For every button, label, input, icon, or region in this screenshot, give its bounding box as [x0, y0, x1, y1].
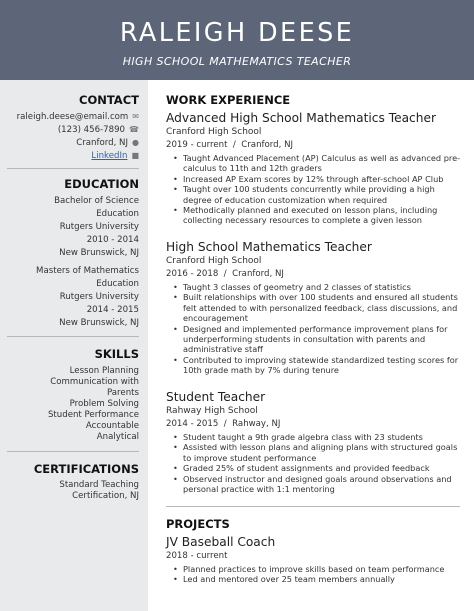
contact-divider [7, 168, 139, 169]
education-divider [7, 336, 139, 337]
candidate-title: HIGH SCHOOL MATHEMATICS TEACHER [122, 55, 352, 68]
sidebar [0, 80, 148, 611]
contact-heading: CONTACT [79, 93, 139, 107]
edu1-years: 2010 - 2014 [86, 235, 139, 245]
email-text[interactable]: raleigh.deese@email.com [16, 112, 129, 122]
job-dates: 2014 - 2015 [166, 419, 219, 429]
job-company: Rahway High School [166, 406, 258, 416]
project-title: JV Baseball Coach [166, 535, 276, 549]
edu1-degree-line1: Bachelor of Science [54, 196, 139, 206]
skills-heading: SKILLS [94, 347, 139, 361]
certifications-heading: CERTIFICATIONS [33, 462, 139, 476]
job-bullets [173, 432, 465, 494]
contact-phone [58, 124, 139, 136]
bullet-item: • Graded 25% of student assignments and provided feedback [173, 463, 465, 473]
job-company: Cranford High School [166, 256, 262, 266]
separator: / [221, 269, 230, 279]
certification-line: Certification, NJ [72, 491, 139, 501]
map-pin-icon: ● [132, 138, 139, 147]
job-meta [166, 269, 284, 279]
edu1-degree-line2: Education [96, 209, 139, 219]
edu2-years: 2014 - 2015 [86, 305, 139, 315]
contact-location [76, 137, 139, 149]
envelope-icon: ✉ [132, 112, 139, 121]
bullet-item: • Methodically planned and executed on lesson plans, including collecting necessary resources to complete a given lesson [173, 205, 465, 226]
skill-line: Accountable [85, 421, 139, 431]
education-heading: EDUCATION [64, 177, 139, 191]
job-title: Student Teacher [166, 390, 266, 404]
project-dates: 2018 - current [166, 551, 228, 561]
bullet-item: • Built relationships with over 100 students and ensured all students felt attended to with personalized feedback, class discussions, and encouragement [173, 292, 465, 323]
job-bullets [173, 282, 465, 376]
work-experience-heading: WORK EXPERIENCE [166, 93, 291, 107]
edu1-location: New Brunswick, NJ [59, 248, 139, 258]
edu1-school: Rutgers University [59, 222, 139, 232]
phone-text: (123) 456-7890 [57, 125, 126, 135]
job-title: High School Mathematics Teacher [166, 240, 372, 254]
separator: / [221, 419, 230, 429]
job-title: Advanced High School Mathematics Teacher [166, 111, 436, 125]
bullet-item: • Contributed to improving statewide standardized testing scores for 10th grade math by 7% during tenure [173, 355, 465, 376]
bullet-item: • Increased AP Exam scores by 12% through after-school AP Club [173, 174, 465, 184]
bullet-item: • Planned practices to improve skills based on team performance [173, 564, 465, 574]
job-dates: 2019 - current [166, 140, 228, 150]
job-location: Rahway, NJ [232, 419, 281, 429]
skill-line: Analytical [96, 432, 139, 442]
skill-line: Lesson Planning [69, 366, 139, 376]
bullet-item: • Student taught a 9th grade algebra class with 23 students [173, 432, 465, 442]
projects-heading: PROJECTS [166, 517, 230, 531]
projects-divider [166, 506, 460, 507]
edu2-degree-line1: Masters of Mathematics [36, 266, 139, 276]
job-company: Cranford High School [166, 127, 262, 137]
edu2-school: Rutgers University [59, 292, 139, 302]
job-bullets [173, 153, 465, 226]
bullet-item: • Taught over 100 students concurrently while providing a high degree of education customization when required [173, 184, 465, 205]
job-meta [166, 140, 293, 150]
skill-line: Parents [107, 388, 139, 398]
linkedin-link[interactable]: LinkedIn [91, 151, 128, 161]
skill-line: Student Performance [47, 410, 139, 420]
bullet-item: • Designed and implemented performance improvement plans for underperforming students in consultation with parents and administrative staff [173, 324, 465, 355]
location-text: Cranford, NJ [76, 138, 129, 148]
bullet-item: • Taught 3 classes of geometry and 2 classes of statistics [173, 282, 465, 292]
skill-line: Communication with [50, 377, 139, 387]
bullet-item: • Led and mentored over 25 team members annually [173, 574, 465, 584]
edu2-degree-line2: Education [96, 279, 139, 289]
job-meta [166, 419, 280, 429]
candidate-name: RALEIGH DEESE [119, 18, 355, 48]
resume-header [0, 0, 474, 80]
project-bullets [173, 564, 465, 585]
skills-divider [7, 451, 139, 452]
linkedin-icon: ■ [131, 151, 139, 160]
bullet-item: • Assisted with lesson plans and aligning plans with structured goals to improve student performance [173, 442, 465, 463]
job-location: Cranford, NJ [232, 269, 284, 279]
phone-icon: ☎ [129, 125, 139, 134]
job-dates: 2016 - 2018 [166, 269, 219, 279]
main-content [166, 80, 466, 611]
job-location: Cranford, NJ [241, 140, 294, 150]
separator: / [230, 140, 239, 150]
edu2-location: New Brunswick, NJ [59, 318, 139, 328]
contact-linkedin[interactable] [91, 150, 139, 162]
certification-line: Standard Teaching [59, 480, 139, 490]
bullet-item: • Taught Advanced Placement (AP) Calculus as well as advanced pre-calculus to 11th and 12th graders [173, 153, 465, 174]
contact-email[interactable] [17, 111, 139, 123]
bullet-item: • Observed instructor and designed goals around observations and personal practice with 1:1 mentoring [173, 474, 465, 495]
skill-line: Problem Solving [69, 399, 139, 409]
